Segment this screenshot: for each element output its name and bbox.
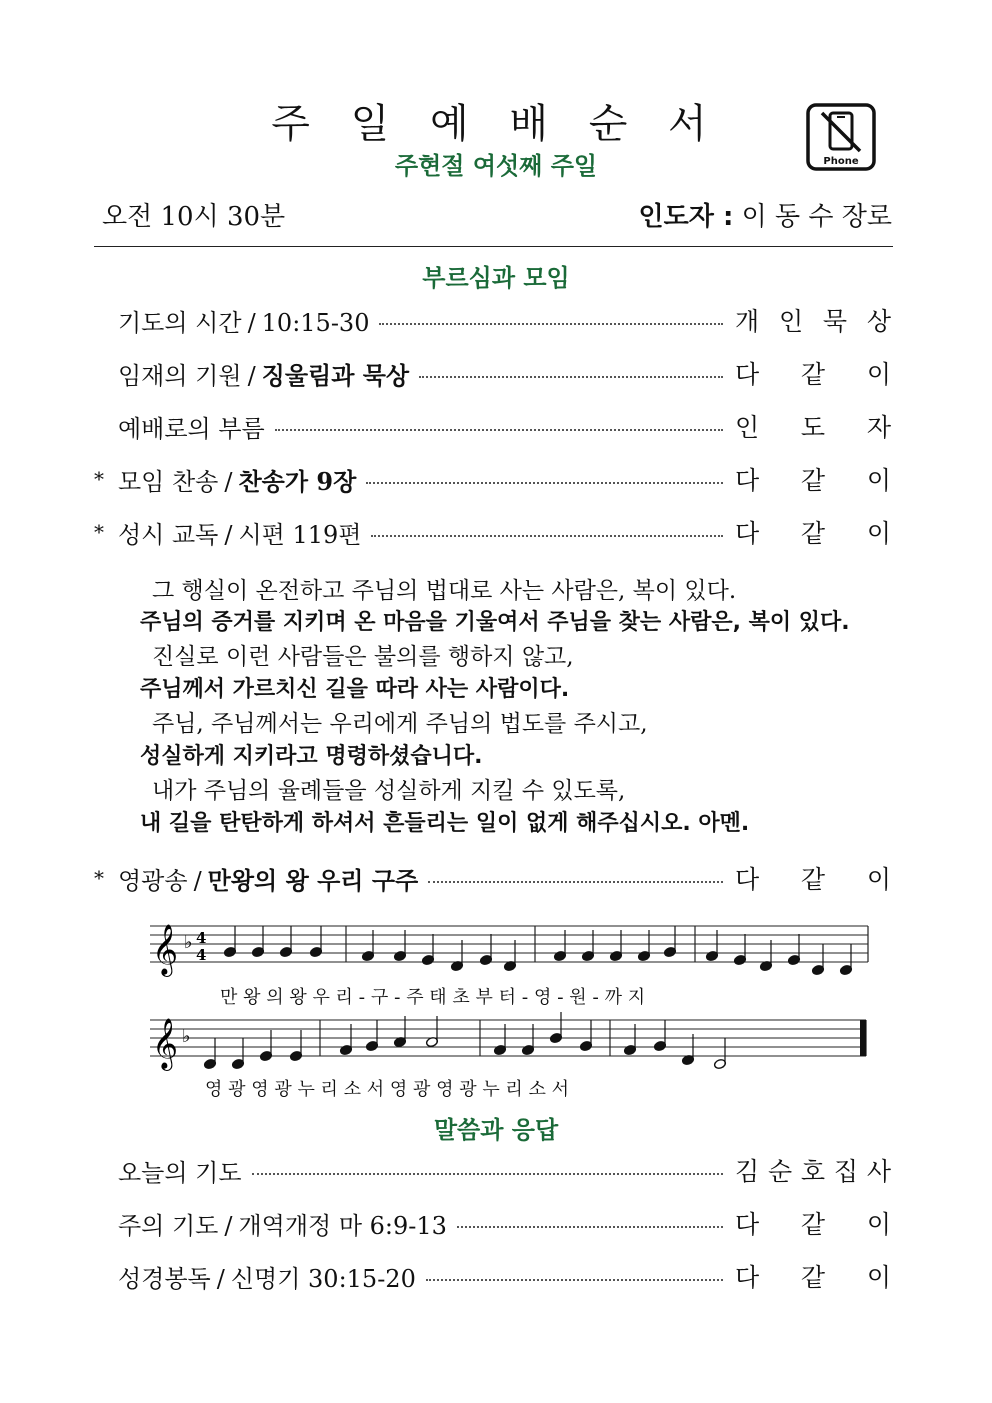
reading-response-line: 주님의 증거를 지키며 온 마음을 기울여서 주님을 찾는 사람은, 복이 있다.: [140, 610, 850, 635]
service-time: 오전 10시 30분: [102, 202, 286, 232]
order-item-row: [94, 1256, 891, 1296]
performer-char: 같: [800, 360, 826, 389]
performer-char: 다: [735, 466, 760, 495]
performer-char: 다: [735, 865, 760, 894]
treble-clef: 𝄞: [152, 1018, 179, 1069]
standing-mark: *: [94, 520, 104, 544]
time-sig-top: 4: [196, 929, 207, 947]
order-item-name: 임재의 기원: [118, 361, 242, 390]
performer-char: 인: [778, 307, 804, 336]
performer-char: 이: [866, 519, 891, 548]
lyrics-line-1: 만 왕 의 왕 우 리 - 구 - 주 태 초 부 터 - 영 - 원 - 까 지: [220, 987, 646, 1008]
separator: /: [247, 308, 256, 337]
order-item-name: 영광송: [118, 866, 188, 895]
header-divider: [94, 246, 893, 247]
performer-char: 순: [767, 1157, 793, 1186]
dot-leader: [379, 323, 723, 325]
leader-label: 인도자 :: [638, 202, 734, 232]
dot-leader: [366, 482, 723, 484]
performer-char: 이: [866, 1263, 891, 1292]
separator: /: [193, 866, 202, 895]
performer-char: 호: [800, 1157, 826, 1186]
performer-char: 이: [866, 1210, 891, 1239]
performer-char: 다: [735, 1263, 760, 1292]
phone-label: Phone: [823, 156, 859, 167]
flat-sign: ♭: [182, 1026, 191, 1047]
order-item-performer: [735, 355, 891, 391]
treble-clef: 𝄞: [152, 924, 179, 975]
order-item-row: [94, 858, 891, 898]
order-item-label: [118, 303, 369, 338]
service-leader: [639, 196, 892, 233]
page-title: 주 일 예 배 순 서: [271, 101, 721, 147]
performer-char: 개: [735, 307, 760, 336]
order-item-detail: 시편 119편: [238, 520, 362, 549]
order-item-name: 모임 찬송: [118, 467, 219, 496]
performer-char: 인: [735, 413, 760, 442]
order-item-label: [118, 462, 356, 497]
order-item-row: [94, 1203, 891, 1243]
separator: /: [224, 1211, 233, 1240]
performer-char: 도: [800, 413, 826, 442]
order-item-name: 주의 기도: [118, 1211, 219, 1240]
performer-char: 집: [833, 1157, 859, 1186]
performer-char: 같: [800, 865, 826, 894]
order-item-performer: [735, 1258, 891, 1294]
order-item-performer: [735, 408, 891, 444]
order-item-detail: 10:15-30: [261, 308, 370, 337]
performer-char: 상: [866, 307, 891, 336]
time-sig-bottom: 4: [196, 946, 207, 964]
order-item-row: [94, 353, 891, 393]
order-item-performer: [735, 860, 891, 896]
dot-leader: [426, 1279, 723, 1281]
order-item-row: [94, 406, 891, 446]
reading-leader-line: 그 행실이 온전하고 주님의 법대로 사는 사람은, 복이 있다.: [152, 578, 737, 604]
performer-char: 이: [866, 360, 891, 389]
order-item-detail: 찬송가 9장: [238, 466, 357, 496]
order-item-performer: [735, 1205, 891, 1241]
performer-char: 다: [735, 1210, 760, 1239]
order-item-label: [118, 861, 418, 896]
separator: /: [224, 520, 233, 549]
performer-char: 묵: [822, 307, 848, 336]
order-item-name: 예배로의 부름: [118, 414, 265, 443]
order-item-label: [118, 1153, 242, 1188]
order-item-label: [118, 1259, 416, 1294]
reading-leader-line: 주님, 주님께서는 우리에게 주님의 법도를 주시고,: [152, 711, 648, 737]
order-item-name: 성시 교독: [118, 520, 219, 549]
order-item-performer: [735, 1152, 891, 1188]
order-item-row: [94, 512, 891, 552]
standing-mark: *: [94, 866, 104, 890]
order-item-performer: [735, 461, 891, 497]
reading-response-line: 성실하게 지키라고 명령하셨습니다.: [140, 744, 483, 769]
performer-char: 다: [735, 360, 760, 389]
performer-char: 같: [800, 466, 826, 495]
no-phone-icon: [806, 103, 876, 171]
order-item-row: [94, 300, 891, 340]
order-item-row: [94, 459, 891, 499]
dot-leader: [457, 1226, 723, 1228]
order-item-label: [118, 409, 265, 444]
separator: /: [247, 361, 256, 390]
final-bar-line: [860, 1020, 866, 1056]
order-item-label: [118, 1206, 447, 1241]
performer-char: 같: [800, 1210, 826, 1239]
performer-char: 이: [866, 466, 891, 495]
order-item-name: 오늘의 기도: [118, 1158, 242, 1187]
separator: /: [216, 1264, 225, 1293]
order-item-detail: 징울림과 묵상: [261, 360, 410, 390]
standing-mark: *: [94, 467, 104, 491]
order-item-name: 기도의 시간: [118, 308, 242, 337]
order-item-name: 성경봉독: [118, 1264, 211, 1293]
order-item-label: [118, 515, 361, 550]
order-item-performer: [735, 302, 891, 338]
order-item-label: [118, 356, 409, 391]
separator: /: [224, 467, 233, 496]
performer-char: 사: [866, 1157, 891, 1186]
dot-leader: [275, 429, 723, 431]
section-title-word: 말씀과 응답: [433, 1116, 559, 1144]
dot-leader: [419, 376, 723, 378]
section-title-gathering: 부르심과 모임: [422, 264, 570, 292]
reading-leader-line: 진실로 이런 사람들은 불의를 행하지 않고,: [152, 644, 574, 670]
performer-char: 같: [800, 1263, 826, 1292]
order-item-row: [94, 1150, 891, 1190]
order-item-detail: 신명기 30:15-20: [230, 1264, 416, 1293]
performer-char: 이: [866, 865, 891, 894]
dot-leader: [371, 535, 723, 537]
reading-response-line: 주님께서 가르치신 길을 따라 사는 사람이다.: [140, 677, 570, 702]
performer-char: 김: [735, 1157, 760, 1186]
order-item-detail: 만왕의 왕 우리 구주: [207, 865, 419, 895]
reading-leader-line: 내가 주님의 율례들을 성실하게 지킬 수 있도록,: [152, 778, 626, 804]
dot-leader: [252, 1173, 723, 1175]
page-subtitle: 주현절 여섯째 주일: [394, 152, 598, 180]
dot-leader: [428, 881, 723, 883]
leader-name: 이 동 수 장로: [741, 202, 892, 232]
flat-sign: ♭: [184, 932, 193, 953]
order-item-performer: [735, 514, 891, 550]
lyrics-line-2: 영 광 영 광 누 리 소 서 영 광 영 광 누 리 소 서: [205, 1079, 570, 1100]
performer-char: 다: [735, 519, 760, 548]
reading-response-line: 내 길을 탄탄하게 하셔서 흔들리는 일이 없게 해주십시오. 아멘.: [140, 811, 750, 836]
performer-char: 자: [866, 413, 891, 442]
order-item-detail: 개역개정 마 6:9-13: [238, 1211, 447, 1240]
performer-char: 같: [800, 519, 826, 548]
